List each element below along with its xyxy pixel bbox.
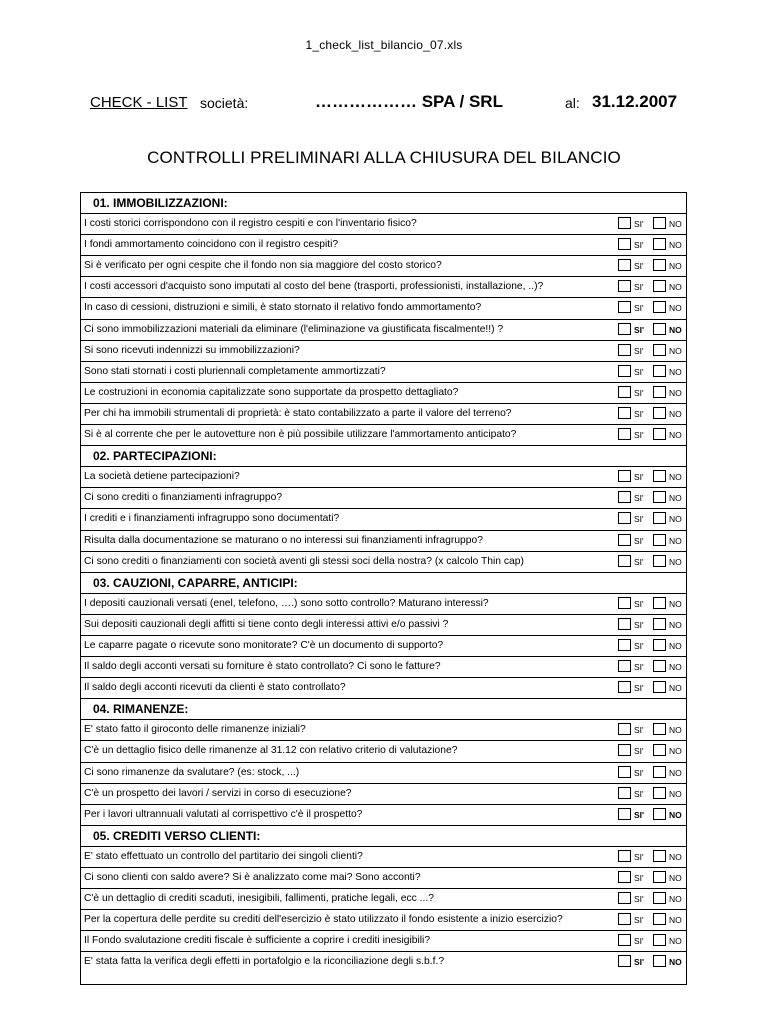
si-checkbox[interactable] [618,681,631,693]
no-label: NO [669,408,682,419]
si-checkbox[interactable] [618,470,631,482]
question-text: C'è un dettaglio di crediti scaduti, inesigibili, fallimenti, pratiche legali, ecc ...? [84,893,434,905]
no-label: NO [669,535,682,546]
checklist-row [81,467,686,488]
question-text: Si è al corrente che per le autovetture non è più possibile utilizzare l'ammortamento anticipato? [84,429,517,441]
no-checkbox[interactable] [653,344,666,356]
date-label: al: [565,95,580,111]
si-label: SI' [634,472,644,483]
checklist-row [81,383,686,404]
si-label: SI' [634,303,644,314]
si-label: SI' [634,324,645,335]
answer-group [618,555,686,569]
no-label: NO [669,556,682,567]
si-label: SI' [634,430,644,441]
si-label: SI' [634,366,644,377]
no-checkbox[interactable] [653,470,666,482]
company-field: ……………… SPA / SRL [315,92,503,111]
checklist-row [81,615,686,636]
no-label: NO [669,640,682,651]
answer-group [618,301,686,315]
si-label: SI' [634,809,645,820]
no-checkbox[interactable] [653,323,666,335]
no-label: NO [669,598,682,609]
answer-group [618,491,686,505]
answer-group [618,681,686,695]
si-checkbox[interactable] [618,217,631,229]
question-text: Il Fondo svalutazione crediti fiscale è sufficiente a coprire i crediti inesigibili? [84,935,431,947]
societa-label: società: [200,95,249,111]
no-label: NO [669,809,682,820]
answer-group [618,386,686,400]
question-text: Per chi ha immobili strumentali di proprietà: è stato contabilizzato a parte il valore del terreno? [84,407,512,419]
si-checkbox[interactable] [618,934,631,946]
si-checkbox[interactable] [618,660,631,672]
section-title: 01. IMMOBILIZZAZIONI: [93,196,228,210]
no-checkbox[interactable] [653,534,666,546]
si-checkbox[interactable] [618,639,631,651]
si-label: SI' [634,683,644,694]
checklist-table [80,192,687,985]
si-checkbox[interactable] [618,955,631,967]
no-label: NO [669,493,682,504]
question-text: Per la copertura delle perdite su crediti dell'esercizio è stato utilizzato il fondo esistente a inizio esercizio? [84,914,563,926]
si-label: SI' [634,619,644,630]
section-header [81,699,686,720]
si-checkbox[interactable] [618,871,631,883]
no-label: NO [669,746,682,757]
question-text: C'è un dettaglio fisico delle rimanenze al 31.12 con relativo criterio di valutazione? [84,745,458,757]
checklist-row [81,594,686,615]
answer-group [618,787,686,801]
si-checkbox[interactable] [618,323,631,335]
si-checkbox[interactable] [618,766,631,778]
no-checkbox[interactable] [653,555,666,567]
question-text: Ci sono immobilizzazioni materiali da eliminare (l'eliminazione va giustificata fiscalmente!!) ? [84,323,504,335]
question-text: E' stato fatto il giroconto delle rimanenze iniziali? [84,724,306,736]
no-label: NO [669,240,682,251]
checklist-row [81,952,686,973]
answer-group [618,597,686,611]
si-checkbox[interactable] [618,787,631,799]
answer-group [618,871,686,885]
no-checkbox[interactable] [653,787,666,799]
question-text: Si sono ricevuti indennizzi su immobilizzazioni? [84,344,300,356]
answer-group [618,660,686,674]
checklist-row [81,910,686,931]
checklist-header [90,92,690,116]
question-text: Risulta dalla documentazione se maturano o no interessi sui finanziamenti infragruppo? [84,534,483,546]
si-checkbox[interactable] [618,491,631,503]
no-label: NO [669,873,682,883]
no-label: NO [669,662,682,673]
no-checkbox[interactable] [653,955,666,967]
question-text: Sui depositi cauzionali degli affitti si tiene conto degli interessi attivi e/o passivi ? [84,618,449,630]
si-label: SI' [634,873,644,883]
answer-group [618,407,686,421]
si-label: SI' [634,598,644,609]
section-title: 05. CREDITI VERSO CLIENTI: [93,828,261,843]
answer-group [618,744,686,758]
si-label: SI' [634,345,644,356]
answer-group [618,238,686,252]
answer-group [618,955,686,969]
no-label: NO [669,619,682,630]
no-checkbox[interactable] [653,512,666,524]
answer-group [618,808,686,822]
answer-group [618,934,686,948]
checklist-row [81,277,686,298]
no-checkbox[interactable] [653,301,666,313]
si-label: SI' [634,556,644,567]
no-label: NO [669,767,682,778]
checklist-row [81,509,686,530]
no-checkbox[interactable] [653,597,666,609]
question-text: In caso di cessioni, distruzioni e simili, è stato stornato il relativo fondo ammortamento? [84,302,482,314]
no-checkbox[interactable] [653,407,666,419]
question-text: Si è verificato per ogni cespite che il fondo non sia maggiore del costo storico? [84,260,442,272]
si-label: SI' [634,408,644,419]
si-checkbox[interactable] [618,259,631,271]
no-checkbox[interactable] [653,428,666,440]
si-label: SI' [634,514,644,525]
question-text: Sono stati stornati i costi pluriennali completamente ammortizzati? [84,365,386,377]
si-label: SI' [634,387,644,398]
no-checkbox[interactable] [653,217,666,229]
no-label: NO [669,345,682,356]
si-label: SI' [634,662,644,673]
no-label: NO [669,894,682,905]
question-text: E' stata fatta la verifica degli effetti in portafolgio e la riconciliazione degli s.b.f.? [84,956,445,968]
no-checkbox[interactable] [653,723,666,735]
no-checkbox[interactable] [653,259,666,271]
no-label: NO [669,725,682,736]
no-checkbox[interactable] [653,386,666,398]
no-checkbox[interactable] [653,766,666,778]
question-text: La società detiene partecipazioni? [84,471,240,483]
checklist-row [81,488,686,509]
question-text: Ci sono rimanenze da svalutare? (es: stock, ...) [84,766,300,778]
no-checkbox[interactable] [653,491,666,503]
no-label: NO [669,472,682,483]
question-text: Le costruzioni in economia capitalizzate sono supportate da prospetto dettagliato? [84,386,459,398]
si-checkbox[interactable] [618,301,631,313]
answer-group [618,512,686,526]
no-checkbox[interactable] [653,850,666,862]
si-checkbox[interactable] [618,618,631,630]
section-header [81,193,686,214]
checklist-row [81,805,686,826]
si-checkbox[interactable] [618,512,631,524]
si-checkbox[interactable] [618,723,631,735]
checklist-row [81,931,686,952]
checklist-row [81,741,686,762]
checklist-row [81,298,686,319]
no-label: NO [669,261,682,272]
no-checkbox[interactable] [653,238,666,250]
answer-group [618,259,686,273]
si-checkbox[interactable] [618,344,631,356]
no-checkbox[interactable] [653,639,666,651]
answer-group [618,217,686,231]
checklist-row [81,868,686,889]
checklist-row [81,763,686,784]
no-checkbox[interactable] [653,660,666,672]
si-label: SI' [634,915,644,926]
no-label: NO [669,788,682,799]
si-label: SI' [634,936,644,947]
si-checkbox[interactable] [618,386,631,398]
si-label: SI' [634,746,644,757]
si-label: SI' [634,493,644,504]
si-checkbox[interactable] [618,744,631,756]
answer-group [618,323,686,337]
si-label: SI' [634,788,644,799]
answer-group [618,344,686,358]
si-checkbox[interactable] [618,365,631,377]
checklist-row [81,256,686,277]
question-text: I costi accessori d'acquisto sono imputati al costo del bene (trasporti, professionisti, installazione, ..)? [84,281,544,293]
section-header [81,826,686,847]
si-label: SI' [634,767,644,778]
question-text: Il saldo degli acconti ricevuti da clienti è stato controllato? [84,682,346,694]
no-label: NO [669,514,682,525]
checklist-row [81,657,686,678]
answer-group [618,723,686,737]
question-text: I crediti e i finanziamenti infragruppo sono documentati? [84,513,340,525]
question-text: Il saldo degli acconti versati su forniture è stato controllato? Ci sono le fatture? [84,661,441,673]
section-title: 02. PARTECIPAZIONI: [93,449,217,464]
si-label: SI' [634,219,644,230]
question-text: E' stato effettuato un controllo del partitario dei singoli clienti? [84,850,363,862]
si-checkbox[interactable] [618,280,631,292]
si-label: SI' [634,261,644,272]
checklist-row [81,678,686,699]
si-label: SI' [634,535,644,546]
si-label: SI' [634,894,644,905]
no-checkbox[interactable] [653,871,666,883]
no-checkbox[interactable] [653,365,666,377]
no-label: NO [669,366,682,377]
no-label: NO [669,915,682,926]
no-checkbox[interactable] [653,744,666,756]
date-value: 31.12.2007 [592,92,678,111]
question-text: I costi storici corrispondono con il registro cespiti e con l'inventario fisico? [84,218,417,230]
si-label: SI' [634,240,644,251]
si-checkbox[interactable] [618,407,631,419]
checklist-row [81,636,686,657]
no-checkbox[interactable] [653,913,666,925]
question-text: C'è un prospetto dei lavori / servizi in corso di esecuzione? [84,787,352,799]
checklist-row [81,531,686,552]
no-checkbox[interactable] [653,681,666,693]
no-label: NO [669,957,682,968]
question-text: I depositi cauzionali versati (enel, telefono, ….) sono sotto controllo? Maturano interessi? [84,597,489,609]
answer-group [618,365,686,379]
no-checkbox[interactable] [653,280,666,292]
checklist-row [81,552,686,573]
checklist-row [81,362,686,383]
answer-group [618,766,686,780]
si-checkbox[interactable] [618,428,631,440]
answer-group [618,618,686,632]
no-label: NO [669,851,682,862]
question-text: Ci sono crediti o finanziamenti infragruppo? [84,492,283,504]
no-label: NO [669,430,682,441]
checklist-row [81,235,686,256]
si-checkbox[interactable] [618,808,631,820]
si-label: SI' [634,282,644,293]
answer-group [618,850,686,864]
si-checkbox[interactable] [618,913,631,925]
si-checkbox[interactable] [618,238,631,250]
question-text: I fondi ammortamento coincidono con il registro cespiti? [84,239,339,251]
si-label: SI' [634,957,645,968]
section-header [81,573,686,594]
answer-group [618,428,686,442]
si-label: SI' [634,725,644,736]
no-label: NO [669,303,682,314]
answer-group [618,534,686,548]
si-checkbox[interactable] [618,534,631,546]
no-checkbox[interactable] [653,808,666,820]
si-checkbox[interactable] [618,555,631,567]
answer-group [618,892,686,906]
no-label: NO [669,387,682,398]
checklist-row [81,784,686,805]
question-text: Per i lavori ultrannuali valutati al corrispettivo c'è il prospetto? [84,808,363,820]
no-label: NO [669,219,682,230]
question-text: Le caparre pagate o ricevute sono monitorate? C'è un documento di supporto? [84,639,444,651]
page-title: CONTROLLI PRELIMINARI ALLA CHIUSURA DEL BILANCIO [147,148,621,167]
checklist-row [81,320,686,341]
filename-header: 1_check_list_bilancio_07.xls [305,38,463,52]
no-label: NO [669,683,682,694]
answer-group [618,913,686,927]
si-checkbox[interactable] [618,892,631,904]
checklist-row [81,404,686,425]
si-label: SI' [634,851,644,862]
no-checkbox[interactable] [653,934,666,946]
question-text: Ci sono clienti con saldo avere? Si è analizzato come mai? Sono acconti? [84,872,421,883]
answer-group [618,470,686,484]
checklist-label: CHECK - LIST [90,94,188,111]
si-label: SI' [634,640,644,651]
checklist-row [81,720,686,741]
si-checkbox[interactable] [618,850,631,862]
checklist-row [81,425,686,446]
checklist-row [81,847,686,868]
checklist-row [81,889,686,910]
section-title: 04. RIMANENZE: [93,702,189,717]
answer-group [618,639,686,653]
si-checkbox[interactable] [618,597,631,609]
section-title: 03. CAUZIONI, CAPARRE, ANTICIPI: [93,575,298,590]
no-label: NO [669,282,682,293]
answer-group [618,280,686,294]
section-header [81,446,686,467]
no-label: NO [669,324,682,335]
no-label: NO [669,936,682,947]
no-checkbox[interactable] [653,618,666,630]
checklist-row [81,341,686,362]
question-text: Ci sono crediti o finanziamenti con società aventi gli stessi soci della nostra? (x calcolo Thin cap) [84,555,524,567]
no-checkbox[interactable] [653,892,666,904]
checklist-row [81,214,686,235]
